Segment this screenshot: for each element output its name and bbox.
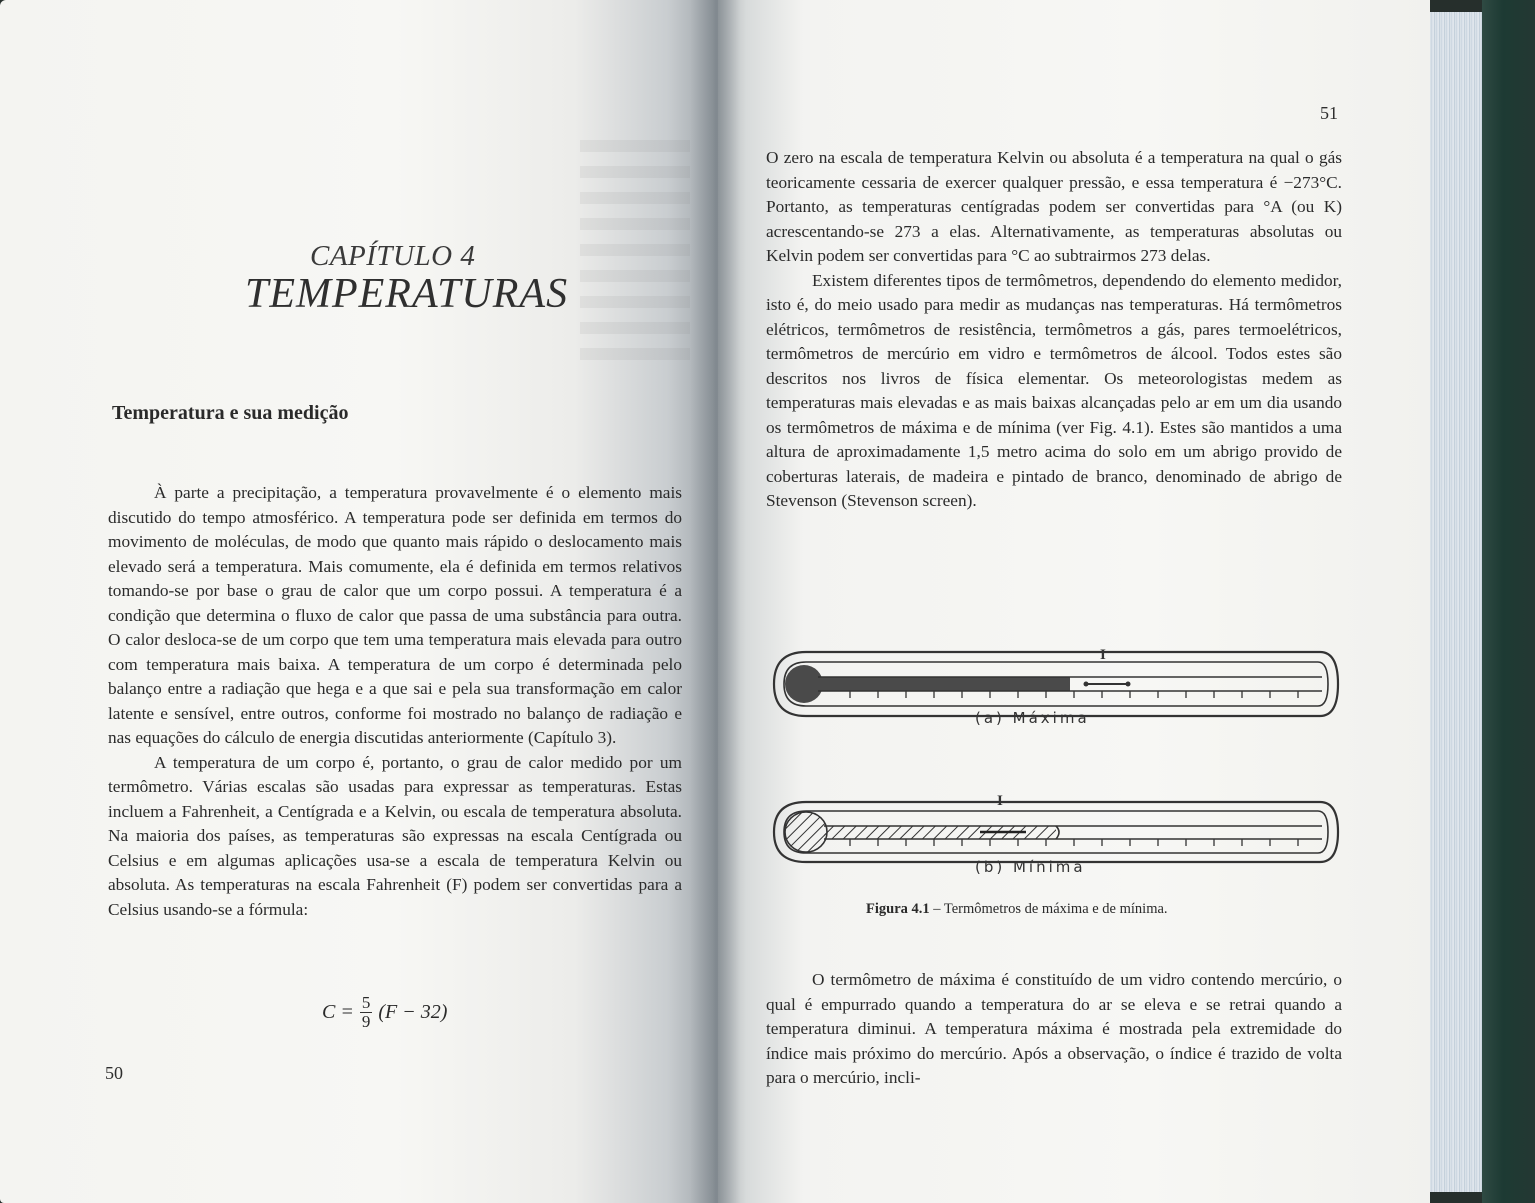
formula-rhs: (F − 32) bbox=[378, 1001, 448, 1023]
figure-caption-text: – Termômetros de máxima e de mínima. bbox=[929, 901, 1168, 917]
page-stack-edge bbox=[1430, 12, 1482, 1192]
paragraph: O zero na escala de temperatura Kelvin ou absoluta é a temperatura na qual o gás teoricamente cessaria de exercer qualquer pressão, e essa temperatura é −273°C. Portanto, as temperaturas centígradas podem ser convertidas para °A (ou K) acrescentando-se 273 a elas. Alternativamente, as temperaturas absolutas ou Kelvin podem ser convertidas para °C ao subtrairmos 273 delas. bbox=[766, 148, 1342, 265]
formula-fraction bbox=[360, 994, 373, 1031]
figure-caption bbox=[866, 901, 1168, 918]
index-mark-b: I bbox=[997, 793, 1003, 809]
paragraph: O termômetro de máxima é constituído de um vidro contendo mercúrio, o qual é empurrado quando a temperatura do ar se eleva e se retrai quando a temperatura diminui. A temperatura máxima é mostrada pela extremidade do índice mais próximo do mercúrio. Após a observação, o índice é trazido de volta para o mercúrio, incli- bbox=[766, 970, 1342, 1087]
figure-caption-number: Figura 4.1 bbox=[866, 901, 930, 917]
page-number-left: 50 bbox=[105, 1063, 123, 1083]
left-body-text bbox=[108, 481, 682, 922]
paragraph: A temperatura de um corpo é, portanto, o grau de calor medido por um termômetro. Várias escalas são usadas para expressar as temperaturas. Estas incluem a Fahrenheit, a Centígrada e a Kelvin, ou escala de temperatura absoluta. Na maioria dos países, as temperaturas são expressas na escala Centígrada ou Celsius e em algumas aplicações usa-se a escala de temperatura Kelvin ou absoluta. As temperaturas na escala Fahrenheit (F) podem ser convertidas para a Celsius usando-se a fórmula: bbox=[108, 752, 682, 919]
book-cover-edge bbox=[1482, 0, 1535, 1203]
page-number-right: 51 bbox=[1320, 103, 1338, 123]
max-thermometer bbox=[774, 652, 1338, 716]
right-lower-text bbox=[766, 968, 1342, 1091]
index-mark-a: I bbox=[1100, 647, 1106, 663]
figure-label-maxima: (a) Máxima bbox=[975, 709, 1090, 727]
figure-label-minima: (b) Mínima bbox=[975, 858, 1086, 876]
chapter-title: TEMPERATURAS bbox=[245, 271, 569, 317]
formula-denominator: 9 bbox=[361, 1012, 371, 1031]
chapter-label: CAPÍTULO 4 bbox=[310, 240, 476, 272]
min-thermometer bbox=[774, 802, 1338, 862]
celsius-formula bbox=[322, 994, 447, 1031]
right-body-text bbox=[766, 146, 1342, 514]
paragraph: À parte a precipitação, a temperatura provavelmente é o elemento mais discutido do tempo atmosférico. A temperatura pode ser definida em termos do movimento de moléculas, de modo que quanto mais rápido o deslocamento mais elevado será a temperatura. Mais comumente, ela é definida em termos relativos tomando-se por base o grau de calor que um corpo possui. A temperatura é a condição que determina o fluxo de calor que passa de uma substância para outra. O calor desloca-se de um corpo que tem uma temperatura mais elevada para outro com temperatura mais baixa. A temperatura de um corpo é determinada pelo balanço entre a radiação que hega e a que sai e pela sua transformação em calor latente e sensível, entre outros, conforme foi mostrado no balanço de radiação e nas equações do cálculo de energia discutidas anteriormente (Capítulo 3). bbox=[108, 483, 682, 747]
book-gutter bbox=[690, 0, 740, 1203]
formula-lhs: C = bbox=[322, 1001, 354, 1023]
section-heading: Temperatura e sua medição bbox=[112, 402, 349, 424]
formula-numerator: 5 bbox=[361, 993, 371, 1012]
paragraph: Existem diferentes tipos de termômetros, dependendo do elemento medidor, isto é, do meio usado para medir as mudanças nas temperaturas. Há termômetros elétricos, termômetros de resistência, termômetros a gás, pares termoelétricos, termômetros de mercúrio em vidro e termômetros de álcool. Todos estes são descritos nos livros de física elementar. Os meteorologistas medem as temperaturas mais elevadas e as mais baixas alcançadas pelo ar em um dia usando os termômetros de máxima e de mínima (ver Fig. 4.1). Estes são mantidos a uma altura de aproximadamente 1,5 metro acima do solo em um abrigo provido de coberturas laterais, de madeira e pintado de branco, denominado de abrigo de Stevenson (Stevenson screen). bbox=[766, 270, 1342, 510]
